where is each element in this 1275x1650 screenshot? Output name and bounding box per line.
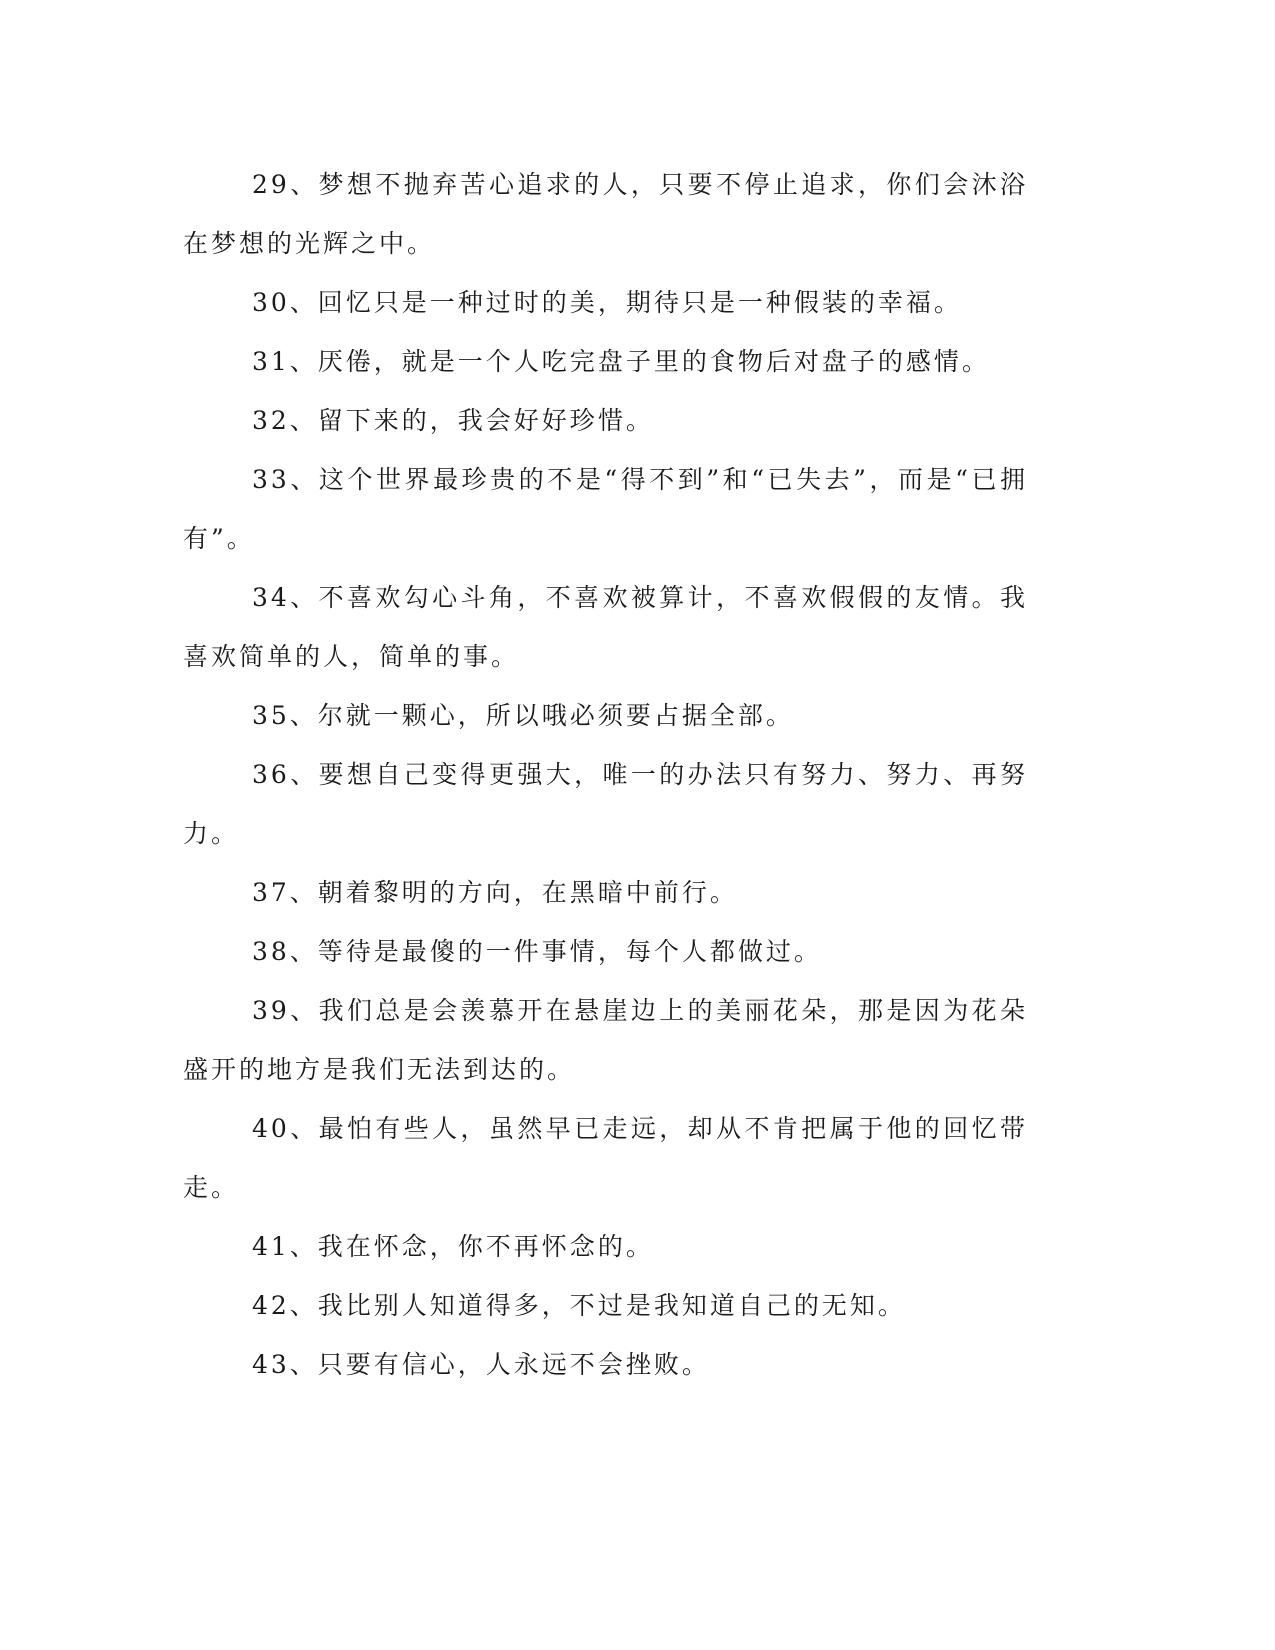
document-body [183, 155, 1028, 1394]
paragraph-39: 39、我们总是会羡慕开在悬崖边上的美丽花朵，那是因为花朵盛开的地方是我们无法到达的。 [183, 996, 1028, 1084]
paragraph-38: 38、等待是最傻的一件事情，每个人都做过。 [252, 937, 822, 966]
paragraph-40: 40、最怕有些人，虽然早已走远，却从不肯把属于他的回忆带走。 [183, 1114, 1028, 1202]
paragraph-33: 33、这个世界最珍贵的不是“得不到”和“已失去”，而是“已拥有”。 [183, 465, 1028, 553]
paragraph-36: 36、要想自己变得更强大，唯一的办法只有努力、努力、再努力。 [183, 760, 1028, 848]
paragraph-31: 31、厌倦，就是一个人吃完盘子里的食物后对盘子的感情。 [252, 347, 990, 376]
paragraph-37: 37、朝着黎明的方向，在黑暗中前行。 [252, 878, 738, 907]
paragraph-35: 35、尔就一颗心，所以哦必须要占据全部。 [252, 701, 794, 730]
paragraph-41: 41、我在怀念，你不再怀念的。 [252, 1232, 654, 1261]
paragraph-30: 30、回忆只是一种过时的美，期待只是一种假装的幸福。 [252, 288, 962, 317]
paragraph-32: 32、留下来的，我会好好珍惜。 [252, 406, 654, 435]
paragraph-43: 43、只要有信心，人永远不会挫败。 [252, 1350, 710, 1379]
paragraph-29: 29、梦想不抛弃苦心追求的人，只要不停止追求，你们会沐浴在梦想的光辉之中。 [183, 170, 1028, 258]
paragraph-42: 42、我比别人知道得多，不过是我知道自己的无知。 [252, 1291, 906, 1320]
paragraph-34: 34、不喜欢勾心斗角，不喜欢被算计，不喜欢假假的友情。我喜欢简单的人，简单的事。 [183, 583, 1028, 671]
